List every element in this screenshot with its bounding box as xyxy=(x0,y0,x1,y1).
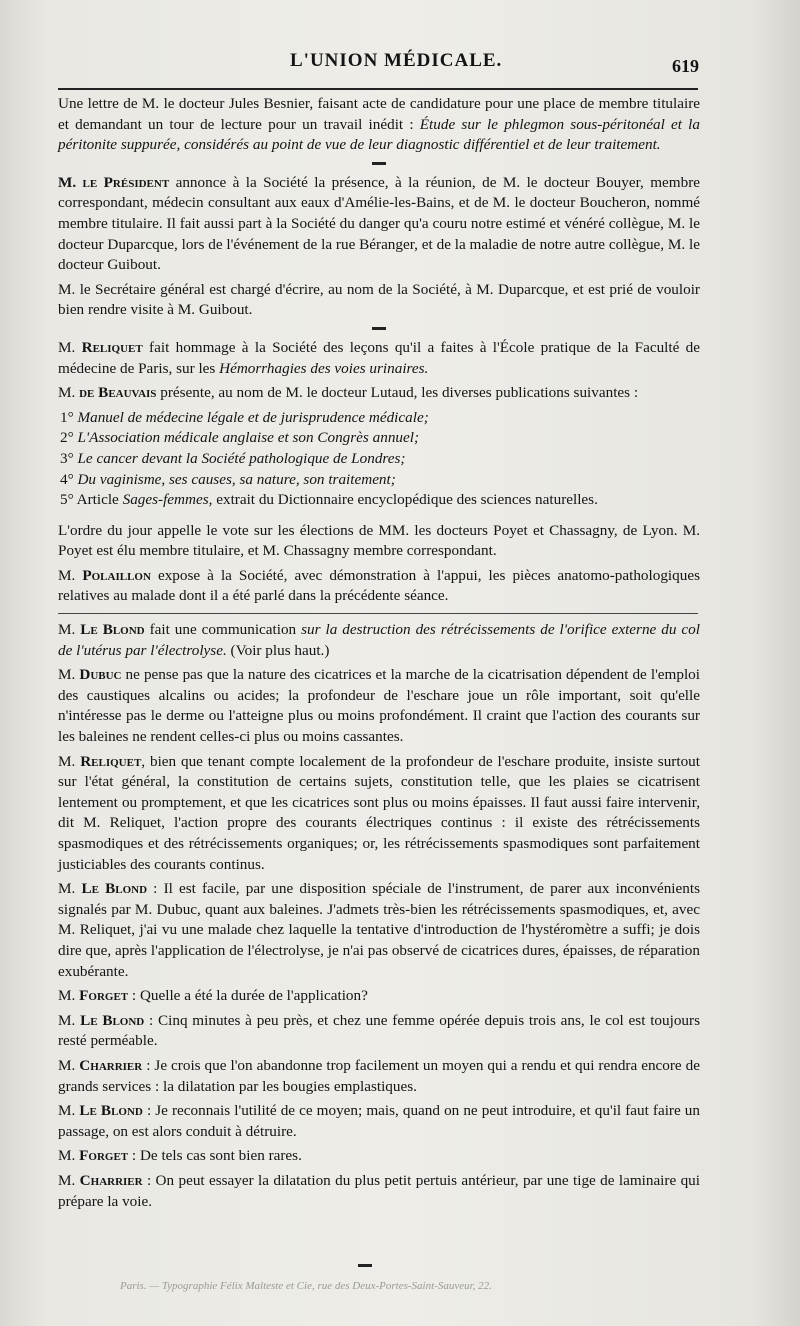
spacer xyxy=(58,511,700,521)
section-separator xyxy=(372,162,386,165)
paragraph-forget-remark: M. Forget : De tels cas sont bien rares. xyxy=(58,1147,302,1165)
paragraph-le-blond-answer: M. Le Blond : Cinq minutes à peu près, et chez une femme opérée depuis trois ans, le col est toujours resté perméable. xyxy=(58,1011,700,1050)
paragraph-polaillon: M. Polaillon expose à la Société, avec démonstration à l'appui, les pièces anatomo-pathologiques relatives au malade dont il a été parlé dans la précédente séance. xyxy=(58,566,700,605)
work-title: Hémorrhagies des voies urinaires. xyxy=(219,359,429,377)
speaker-name: de Beauvais xyxy=(79,384,157,402)
paragraph-secretary: M. le Secrétaire général est chargé d'écrire, au nom de la Société, à M. Duparcque, et est prié de vouloir bien rendre visite à M. Guibout. xyxy=(58,280,700,319)
speaker-name: Polaillon xyxy=(82,566,151,584)
paragraph-forget-question: M. Forget : Quelle a été la durée de l'application? xyxy=(58,987,368,1005)
speaker-name: Dubuc xyxy=(79,666,122,684)
work-title: sur la destruction des rétrécissements de l'orifice externe du col de l'utérus par l'électrolyse. xyxy=(58,621,700,659)
paragraph-le-blond-communication: M. Le Blond fait une communication sur la destruction des rétrécissements de l'orifice externe du col de l'utérus par l'électrolyse. (Voir plus haut.) xyxy=(58,621,700,659)
speaker-name: Le Blond xyxy=(79,1102,143,1120)
page-number: 619 xyxy=(672,56,699,76)
printer-footer: Paris. — Typographie Félix Malteste et Cie, rue des Deux-Portes-Saint-Sauveur, 22. xyxy=(120,1280,492,1292)
speaker-name: Forget xyxy=(79,987,129,1005)
section-rule xyxy=(58,613,698,614)
article-body xyxy=(58,94,700,1216)
running-head xyxy=(0,48,800,76)
paragraph-elections: L'ordre du jour appelle le vote sur les élections de MM. les docteurs Poyet et Chassagny, de Lyon. M. Poyet est élu membre titulaire, et M. Chassagny membre correspondant. xyxy=(58,521,700,560)
paragraph-le-blond-reply: M. Le Blond : Il est facile, par une disposition spéciale de l'instrument, de parer aux inconvénients signalés par M. Dubuc, quant aux baleines. J'admets très-bien les rétrécissements spasmodiques, et, avec M. Reliquet, j'ai vu une malade chez laquelle la tentative d'introduction de l'hystéromètre a suffi; je dois dire que, après l'application de l'électrolyse, je n'ai pas observé de cicatrices dures, épaisses, de réparation exubérante. xyxy=(58,880,700,980)
paragraph-charrier-laminaire: M. Charrier : On peut essayer la dilatation du plus petit pertuis antérieur, par une tige de laminaire qui prépare la voie. xyxy=(58,1171,700,1210)
paragraph-de-beauvais: M. de Beauvais présente, au nom de M. le docteur Lutaud, les diverses publications suivantes : xyxy=(58,384,639,402)
end-separator xyxy=(358,1264,372,1267)
speaker-name: M. le Président xyxy=(58,173,170,191)
speaker-name: Reliquet xyxy=(81,338,143,356)
list-item: 5° Article Sages-femmes, extrait du Dictionnaire encyclopédique des sciences naturelles. xyxy=(60,491,598,509)
speaker-name: Reliquet xyxy=(80,752,142,770)
list-item: 2° L'Association médicale anglaise et son Congrès annuel; xyxy=(60,429,420,447)
section-separator xyxy=(372,327,386,330)
speaker-name: Le Blond xyxy=(80,1011,145,1029)
speaker-name: Charrier xyxy=(79,1056,143,1074)
list-item: 1° Manuel de médecine légale et de jurisprudence médicale; xyxy=(60,408,429,426)
speaker-name: Le Blond xyxy=(80,621,145,639)
work-title: Étude sur le phlegmon sous-péritonéal et la péritonite suppurée, considérés au point de vue de leur diagnostic différentiel et de leur traitement. xyxy=(58,115,700,154)
list-item: 3° Le cancer devant la Société pathologique de Londres; xyxy=(60,449,406,467)
paragraph-reliquet-hommage: M. Reliquet fait hommage à la Société des leçons qu'il a faites à l'École pratique de la Faculté de médecine de Paris, sur les Hémorrhagies des voies urinaires. xyxy=(58,338,700,377)
journal-title: L'UNION MÉDICALE. xyxy=(290,50,503,71)
header-rule xyxy=(58,88,698,90)
paragraph-le-blond-utility: M. Le Blond : Je reconnais l'utilité de ce moyen; mais, quand on ne peut introduire, et qu'il faut faire un passage, on est alors conduit à détruire. xyxy=(58,1102,700,1140)
publication-list xyxy=(58,408,700,511)
speaker-name: Le Blond xyxy=(81,880,148,898)
list-item: 4° Du vaginisme, ses causes, sa nature, son traitement; xyxy=(60,470,396,488)
speaker-name: Forget xyxy=(79,1147,129,1165)
paragraph-reliquet-reply: M. Reliquet, bien que tenant compte localement de la profondeur de l'eschare produite, insiste surtout sur l'état général, la constitution de certains sujets, constitution telle, que les plaies se cicatrisent lentement ou promptement, et que les cicatrices sont plus ou moins épaisses. Il faut aussi faire intervenir, dit M. Reliquet, l'action propre des courants électriques continus : il existe des rétrécissements spasmodiques et des rétrécissements organiques; or, les rétrécissements spasmodiques sont parfaitement justiciables des courants continus. xyxy=(58,752,700,873)
paragraph-dubuc: M. Dubuc ne pense pas que la nature des cicatrices et la marche de la cicatrisation dépendent de l'emploi des caustiques alcalins ou acides; la profondeur de l'eschare joue un rôle important, soit qu'elle n'intéresse pas le derme ou l'atteigne plus ou moins profondément. Il craint que l'action des courants sur les baleines ne rendent celles-ci plus ou moins cassantes. xyxy=(58,666,700,746)
paragraph-president: M. le Président annonce à la Société la présence, à la réunion, de M. le docteur Bouyer, membre correspondant, médecin consultant aux eaux d'Amélie-les-Bains, et de M. le docteur Boucheron, nommé membre titulaire. Il fait aussi part à la Société du danger qu'a couru notre estimé et vénéré collègue, M. le docteur Duparcque, lors de l'événement de la rue Béranger, et de la maladie de notre autre collègue, M. le docteur Guibout. xyxy=(58,173,700,274)
paragraph-besnier-letter: Une lettre de M. le docteur Jules Besnier, faisant acte de candidature pour une place de membre titulaire et demandant un tour de lecture pour un travail inédit : Étude sur le phlegmon sous-péritonéal et la péritonite suppurée, considérés au point de vue de leur diagnostic différentiel et de leur traitement. xyxy=(58,95,700,154)
paragraph-charrier: M. Charrier : Je crois que l'on abandonne trop facilement un moyen qui a rendu et qui rendra encore de grands services : la dilatation par les bougies emplastiques. xyxy=(58,1056,700,1095)
speaker-name: Charrier xyxy=(79,1171,143,1189)
